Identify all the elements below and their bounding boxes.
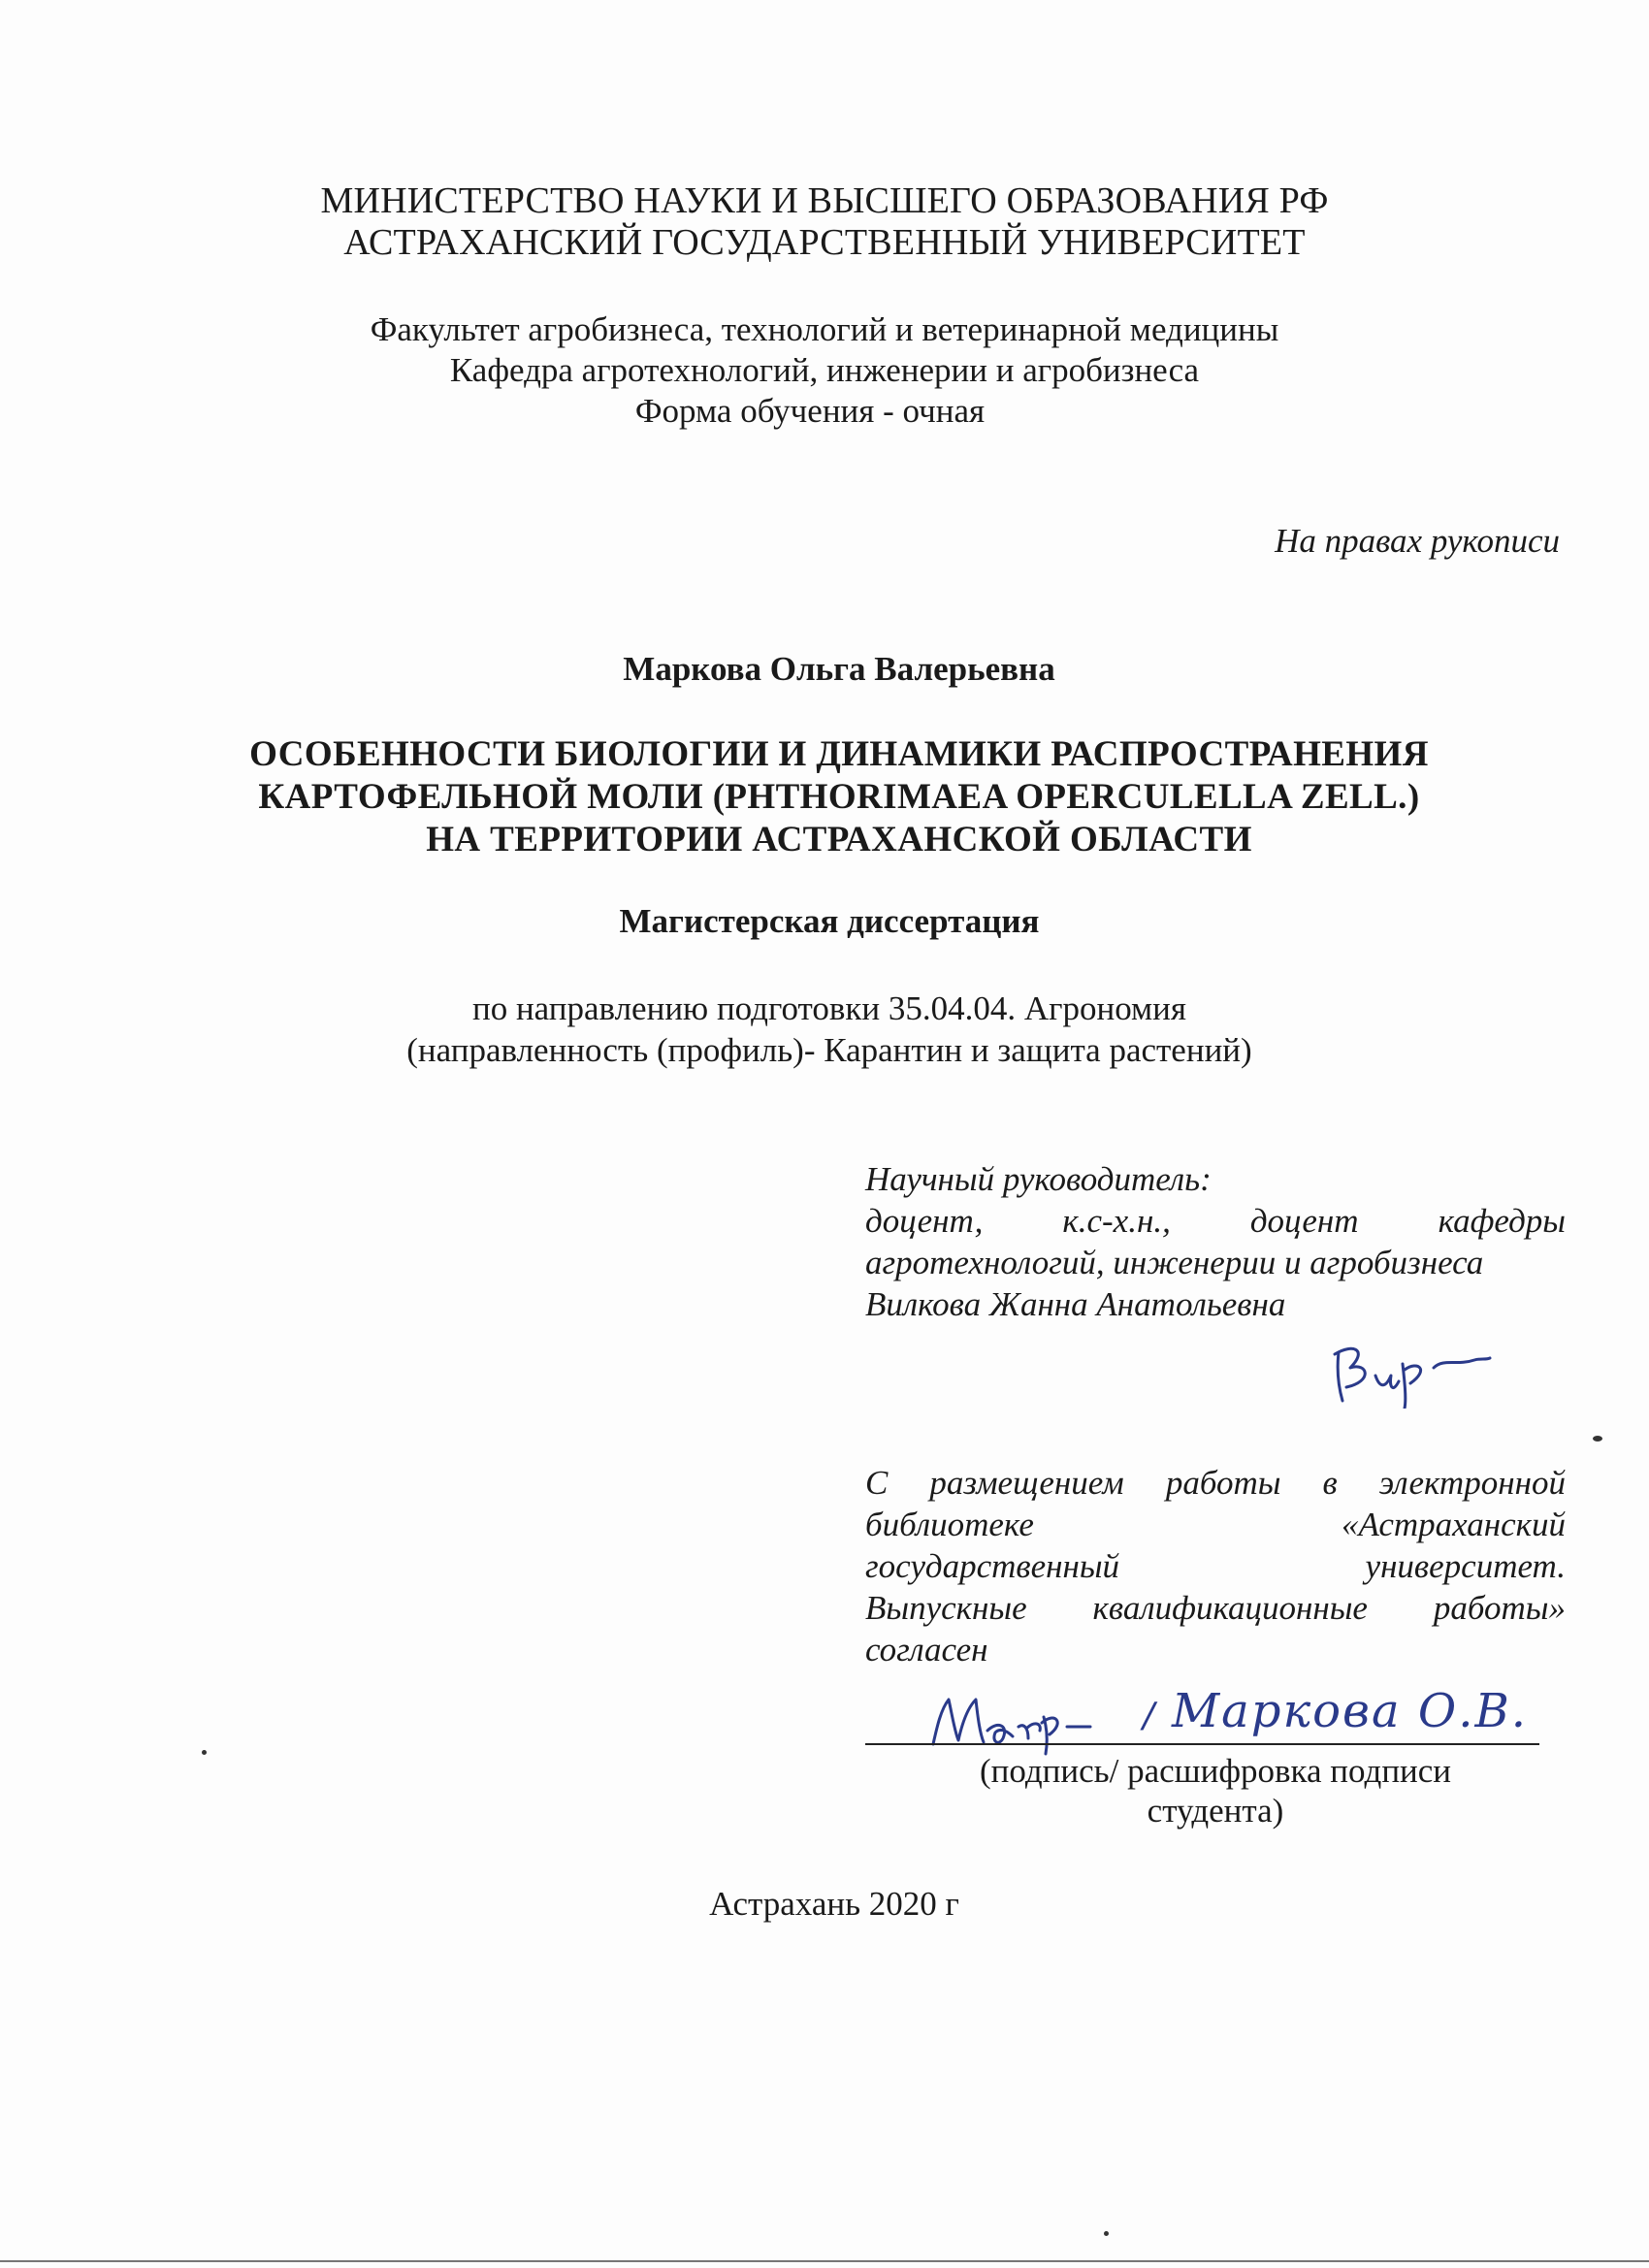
consent-word: государственный	[865, 1547, 1120, 1585]
work-type: Магистерская диссертация	[619, 902, 1040, 940]
supervisor-name: Вилкова Жанна Анатольевна	[865, 1285, 1286, 1323]
direction-line-2: (направленность (профиль)- Карантин и защита растений)	[406, 1031, 1252, 1069]
supervisor-chair-line: агротехнологий, инженерии и агробизнеса	[865, 1244, 1484, 1281]
signature-caption-line-2: студента)	[1147, 1792, 1284, 1830]
student-signature	[920, 1688, 1143, 1756]
study-form-line: Форма обучения - очная	[634, 392, 986, 430]
scan-edge-line	[0, 2260, 1649, 2262]
consent-line-5: согласен	[865, 1631, 988, 1669]
consent-line-2	[865, 1504, 1566, 1545]
signature-caption-line-1: (подпись/ расшифровка подписи	[979, 1752, 1452, 1790]
consent-line-4	[865, 1587, 1566, 1629]
supervisor-word: кафедры	[1438, 1202, 1566, 1240]
faculty-line: Факультет агробизнеса, технологий и ветеринарной медицины	[370, 310, 1279, 348]
supervisor-position-line	[865, 1200, 1566, 1242]
student-handwritten-name: Маркова О.В.	[1172, 1684, 1529, 1738]
signature-separator: /	[1143, 1696, 1155, 1735]
ministry-heading: МИНИСТЕРСТВО НАУКИ И ВЫСШЕГО ОБРАЗОВАНИЯ РФ	[320, 180, 1329, 221]
chair-line: Кафедра агротехнологий, инженерии и агробизнеса	[449, 351, 1200, 389]
consent-word: «Астраханский	[1341, 1506, 1566, 1543]
supervisor-heading: Научный руководитель:	[865, 1160, 1212, 1198]
consent-word: электронной	[1378, 1464, 1566, 1502]
supervisor-block	[865, 1158, 1566, 1325]
supervisor-word: доцент	[1249, 1202, 1359, 1240]
consent-word: в	[1322, 1464, 1338, 1502]
consent-word: размещением	[929, 1464, 1124, 1502]
consent-word: работы	[1165, 1464, 1281, 1502]
thesis-title-line-2: КАРТОФЕЛЬНОЙ МОЛИ (PHTHORIMAEA OPERCULELLA ZELL.)	[258, 777, 1420, 817]
thesis-title-line-1: ОСОБЕННОСТИ БИОЛОГИИ И ДИНАМИКИ РАСПРОСТРАНЕНИЯ	[249, 734, 1429, 774]
consent-word: университет.	[1365, 1547, 1566, 1585]
consent-word: библиотеке	[865, 1506, 1034, 1543]
consent-word: С	[865, 1464, 889, 1502]
city-year: Астрахань 2020 г	[709, 1885, 959, 1923]
supervisor-word: к.с-х.н.,	[1062, 1202, 1171, 1240]
thesis-title-line-3: НА ТЕРРИТОРИИ АСТРАХАНСКОЙ ОБЛАСТИ	[426, 820, 1252, 859]
signature-underline	[865, 1743, 1539, 1745]
consent-line-3	[865, 1545, 1566, 1587]
scan-speck	[1104, 2231, 1109, 2236]
consent-word: работы»	[1433, 1589, 1566, 1627]
supervisor-word: доцент,	[865, 1202, 984, 1240]
scan-speck	[1593, 1436, 1602, 1442]
consent-word: квалификационные	[1092, 1589, 1368, 1627]
consent-line-1	[865, 1462, 1566, 1504]
scan-speck	[202, 1750, 207, 1755]
manuscript-note: На правах рукописи	[1275, 522, 1560, 560]
supervisor-signature	[1329, 1331, 1494, 1409]
author-name: Маркова Ольга Валерьевна	[623, 650, 1055, 688]
consent-block	[865, 1462, 1566, 1670]
university-heading: АСТРАХАНСКИЙ ГОСУДАРСТВЕННЫЙ УНИВЕРСИТЕТ	[343, 222, 1306, 263]
consent-word: Выпускные	[865, 1589, 1027, 1627]
direction-line-1: по направлению подготовки 35.04.04. Агрономия	[471, 989, 1187, 1027]
